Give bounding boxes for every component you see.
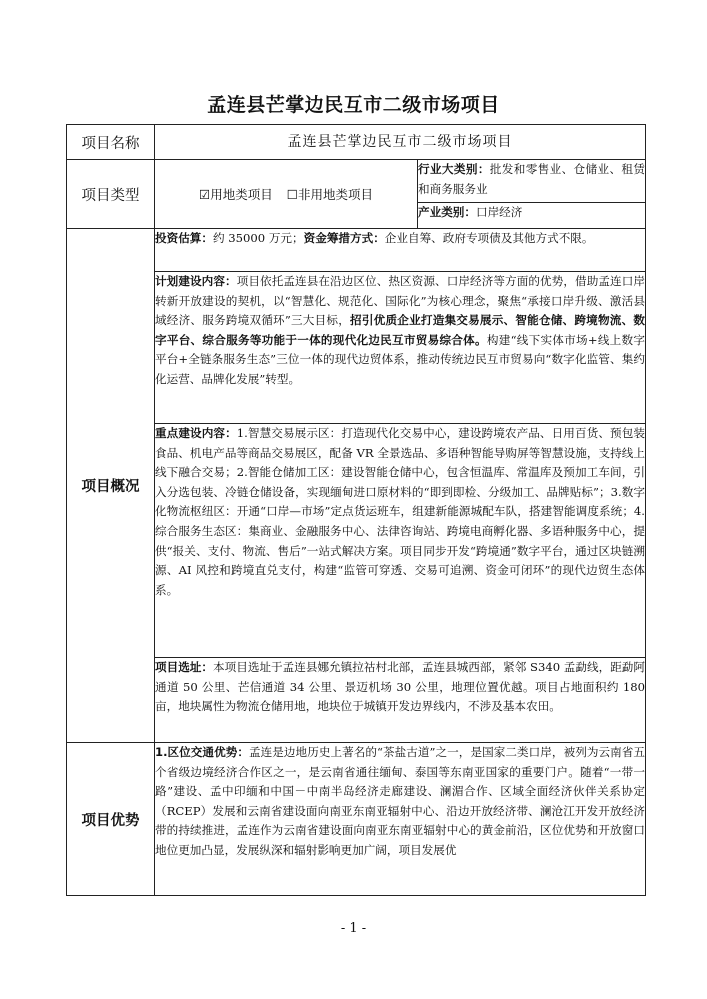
- key-construction-cell: [155, 424, 646, 658]
- planned-construction-text: 项目依托孟连县在沿边区位、热区资源、口岸经济等方面的优势，借助孟连口岸转新开放建设的契机，以“智慧化、规范化、国际化”为核心理念，聚焦“承接口岸升级、激活县域经济、服务跨境双循环”三大目标，: [155, 274, 645, 328]
- site-selection-text: 本项目选址于孟连县娜允镇拉祜村北部，孟连县城西部，紧邻 S340 孟勐线，距勐阿通道 50 公里、芒信通道 34 公里、景迈机场 30 公里，地理位置优越。项目占地面积约 180 亩，地块属性为物流仓储用地，地块位于城镇开发边界线内，不涉及基本农田。: [155, 660, 645, 714]
- investment-cell: [155, 229, 646, 272]
- advantage-cell: [155, 743, 646, 896]
- industry-label: 产业类别：: [418, 205, 476, 219]
- label-project-advantage: 项目优势: [67, 743, 155, 896]
- page-number: - 1 -: [340, 921, 367, 936]
- location-advantage-text: 孟连是边地历史上著名的“茶盐古道”之一，是国家二类口岸，被列为云南省五个省级边境经济合作区之一，是云南省通往缅甸、泰国等东南亚国家的重要门户。随着“一带一路”建设、孟中印缅和中国－中南半岛经济走廊建设、澜湄合作、区域全面经济伙伴关系协定（RCEP）发展和云南省建设面向南亚东南亚辐射中心、沿边开放经济带、澜沧江开发开放经济带的持续推进，孟连作为云南省建设面向南亚东南亚辐射中心的黄金前沿，区位优势和开放窗口地位更加凸显，发展纵深和辐射影响更加广阔，项目发展优: [155, 745, 645, 857]
- industry-value: 口岸经济: [475, 205, 523, 219]
- row-advantage: [67, 743, 646, 896]
- label-project-name: 项目名称: [67, 125, 155, 160]
- planned-construction-cell: [155, 272, 646, 424]
- row-project-name: [67, 125, 646, 160]
- land-use-checkbox: ☑用地类项目: [199, 187, 273, 202]
- site-selection-cell: [155, 658, 646, 743]
- document-title: 孟连县芒掌边民互市二级市场项目: [207, 94, 500, 116]
- location-advantage-label: 1.区位交通优势：: [155, 745, 249, 759]
- investment-value: 约 35000 万元；: [212, 231, 304, 245]
- industry-category-label: 行业大类别：: [418, 162, 490, 176]
- funding-label: 资金筹措方式：: [303, 231, 385, 245]
- funding-value: 企业自筹、政府专项债及其他方式不限。: [384, 231, 594, 245]
- planned-construction-label: 计划建设内容：: [155, 274, 237, 288]
- project-table: [66, 124, 646, 896]
- row-project-type-1: [67, 160, 646, 203]
- investment-label: 投资估算：: [155, 231, 213, 245]
- industry-category-value: 批发和零售业、仓储业、租赁和商务服务业: [418, 162, 645, 196]
- industry-cell: [418, 203, 646, 229]
- key-construction-text: 1.智慧交易展示区：打造现代化交易中心，建设跨境农产品、日用百货、预包装食品、机电产品等商品交易展区，配备 VR 全景选品、多语种智能导购屏等智慧设施，支持线上线下融合交易；2.智能仓储加工区：建设智能仓储中心，包含恒温库、常温库及预加工车间，引入分选包装、冷链仓储设备，实现缅甸进口原材料的“即到即检、分级加工、品牌贴标”；3.数字化物流枢纽区：开通“口岸—市场”定点货运班车，组建新能源城配车队，搭建智能调度系统；4.综合服务生态区：集商业、金融服务中心、法律咨询站、跨境电商孵化器、多语种服务中心，提供“报关、支付、物流、售后”一站式解决方案。项目同步开发“跨境通”数字平台，通过区块链溯源、AI 风控和跨境直兑支付，构建“监管可穿透、交易可追溯、资金可闭环”的现代边贸生态体系。: [155, 426, 645, 597]
- label-project-type: 项目类型: [67, 160, 155, 229]
- project-name-value: 孟连县芒掌边民互市二级市场项目: [155, 125, 646, 160]
- planned-construction-highlight: 招引优质企业打造集交易展示、智能仓储、跨境物流、数字平台、综合服务等功能于一体的现代化边民互市贸易综合体。: [155, 313, 645, 347]
- project-type-options: [155, 160, 418, 229]
- planned-construction-text-2: 构建“线下实体市场+线上数字平台+全链条服务生态”三位一体的现代边贸体系，推动传统边民互市贸易向“数字化监管、集约化运营、品牌化发展”转型。: [155, 332, 645, 386]
- row-overview-investment: [67, 229, 646, 272]
- site-selection-label: 项目选址：: [155, 660, 214, 674]
- key-construction-label: 重点建设内容：: [155, 426, 237, 440]
- industry-category-cell: [418, 160, 646, 203]
- non-land-use-checkbox: ☐非用地类项目: [286, 187, 373, 202]
- label-project-overview: 项目概况: [67, 229, 155, 743]
